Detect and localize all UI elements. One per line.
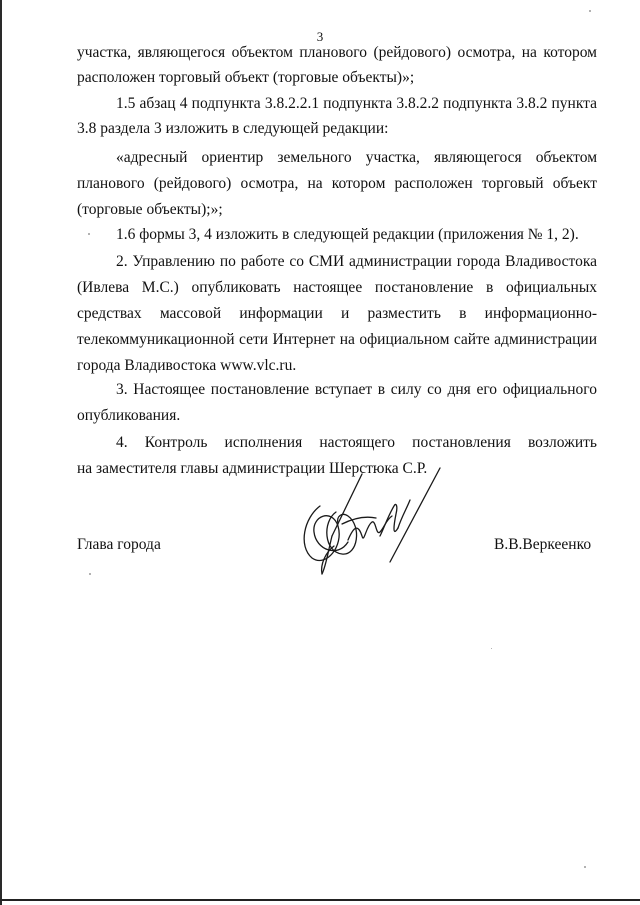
paragraph-2-line-2: 3.8 раздела 3 изложить в следующей редакции: bbox=[77, 120, 389, 137]
paragraph-5-line-1: 2. Управлению по работе со СМИ администрации города Владивостока bbox=[116, 253, 597, 270]
scan-speck bbox=[491, 648, 492, 649]
page-number: 3 bbox=[316, 29, 324, 44]
paragraph-3-line-2: планового (рейдового) осмотра, на котором расположен торговый объект bbox=[77, 175, 597, 192]
paragraph-4-line-1: 1.6 формы 3, 4 изложить в следующей редакции (приложения № 1, 2). bbox=[116, 226, 579, 243]
paragraph-5-line-4: телекоммуникационной сети Интернет на официальном сайте администрации bbox=[77, 331, 597, 348]
paragraph-6-line-1: 3. Настоящее постановление вступает в силу со дня его официального bbox=[116, 381, 597, 398]
scan-speck bbox=[589, 10, 591, 12]
position-title: Глава города bbox=[77, 536, 161, 553]
paragraph-1-line-1: участка, являющегося объектом планового (рейдового) осмотра, на котором bbox=[77, 44, 597, 61]
paragraph-7-line-2: на заместителя главы администрации Шерстюка С.Р. bbox=[77, 460, 428, 477]
scan-edge-left bbox=[0, 0, 2, 905]
paragraph-6-line-2: опубликования. bbox=[77, 407, 181, 424]
handwritten-signature bbox=[292, 466, 442, 576]
paragraph-2-line-1: 1.5 абзац 4 подпункта 3.8.2.2.1 подпункта 3.8.2.2 подпункта 3.8.2 пункта bbox=[116, 95, 597, 112]
scan-speck bbox=[88, 233, 90, 235]
paragraph-5-line-2: (Ивлева М.С.) опубликовать настоящее постановление в официальных bbox=[77, 279, 597, 296]
scan-speck bbox=[89, 573, 91, 575]
paragraph-5-line-3: средствах массовой информации и разместить в информационно- bbox=[77, 305, 597, 322]
scan-edge-bottom bbox=[0, 899, 640, 901]
paragraph-5-line-5: города Владивостока www.vlc.ru. bbox=[77, 357, 297, 374]
paragraph-7-line-1: 4. Контроль исполнения настоящего постановления возложить bbox=[116, 434, 597, 451]
scan-speck bbox=[584, 866, 586, 868]
paragraph-1-line-2: расположен торговый объект (торговые объекты)»; bbox=[77, 69, 415, 86]
paragraph-3-line-1: «адресный ориентир земельного участка, являющегося объектом bbox=[116, 149, 597, 166]
paragraph-3-line-3: (торговые объекты);»; bbox=[77, 201, 223, 218]
signatory-name: В.В.Веркеенко bbox=[494, 536, 592, 553]
